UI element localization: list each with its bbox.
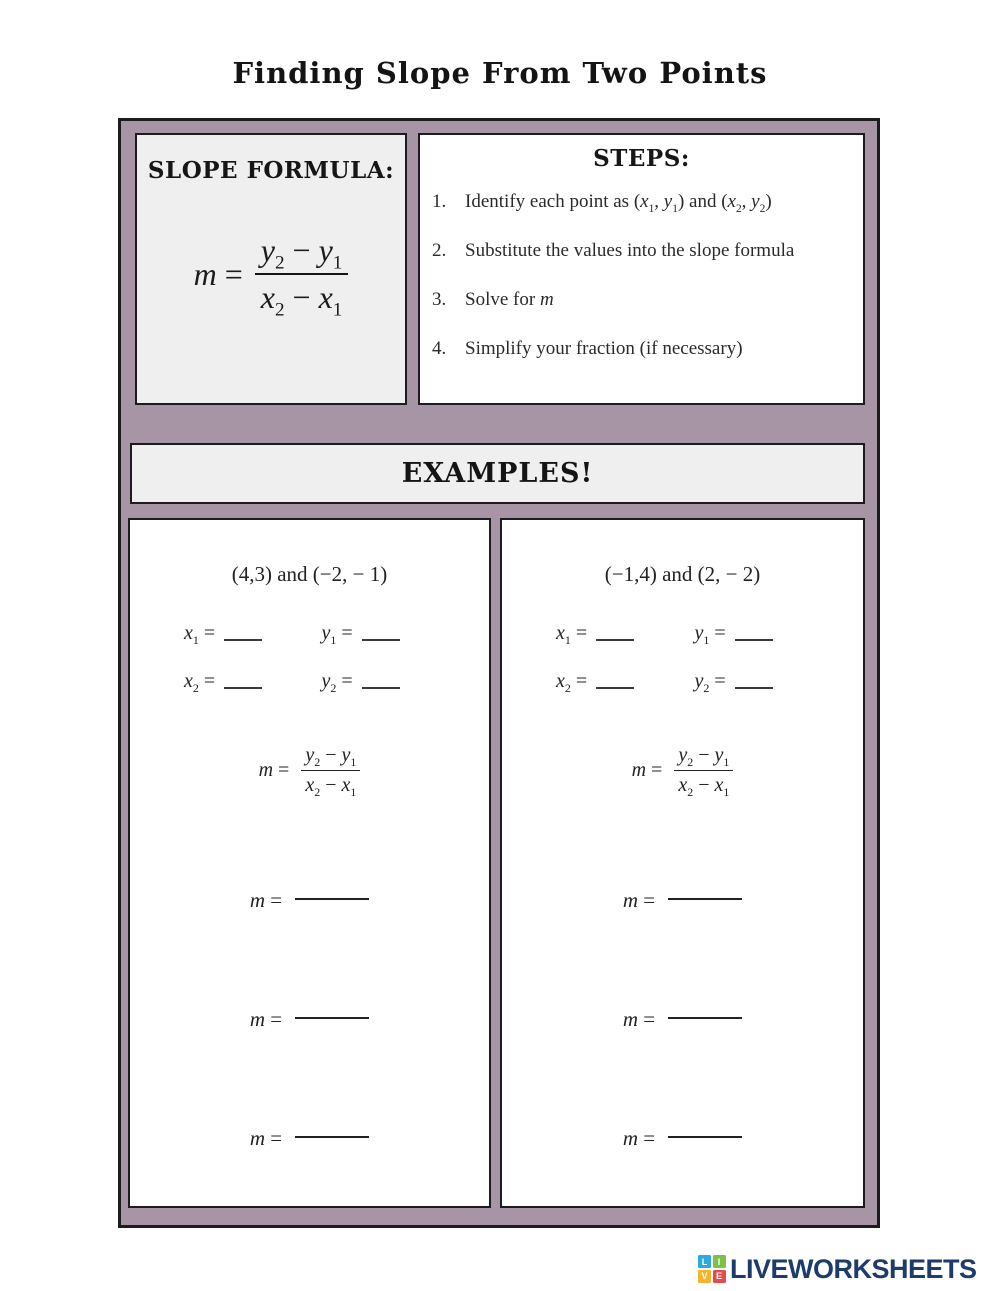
formula-numerator: $y_2 - y_1$ (255, 232, 349, 275)
example-box-2 (500, 518, 865, 1208)
example-1-formula (130, 744, 489, 797)
m-answer-line[interactable] (295, 898, 369, 900)
m-label: m = (622, 1006, 656, 1031)
var-x1 (184, 622, 322, 645)
examples-header-label: EXAMPLES! (401, 458, 594, 489)
example-1-points: (4,3) and (−2, − 1) (231, 562, 388, 586)
steps-heading: STEPS: (593, 145, 690, 172)
formula-fraction (674, 744, 733, 797)
m-answer-line[interactable] (295, 1017, 369, 1019)
m-answer-line[interactable] (668, 898, 742, 900)
var-x2-answer-blank[interactable] (596, 687, 634, 689)
answer-row (130, 1001, 489, 1037)
formula-fraction (255, 232, 349, 321)
m-answer-line[interactable] (295, 1136, 369, 1138)
formula-lhs: m = (193, 255, 243, 292)
logo-tile-v: V (698, 1270, 711, 1283)
formula-denominator: $x_2 - x_1$ (260, 279, 343, 321)
var-y1 (695, 622, 834, 645)
logo-tile-l: L (698, 1255, 711, 1268)
var-x2-label: $x_2$ = (556, 670, 588, 695)
var-x1-label: $x_1$ = (184, 622, 216, 647)
var-y1-answer-blank[interactable] (362, 639, 400, 641)
var-x2 (184, 670, 322, 693)
liveworksheets-logo (698, 1252, 977, 1286)
var-y2-label: $y_2$ = (321, 670, 353, 695)
var-x1-label: $x_1$ = (556, 622, 588, 647)
example-2-formula (502, 744, 863, 797)
step-number: 4. (432, 338, 447, 359)
var-x2-answer-blank[interactable] (224, 687, 262, 689)
slope-formula-heading: SLOPE FORMULA: (147, 157, 395, 184)
var-y1-answer-blank[interactable] (735, 639, 773, 641)
var-x2 (556, 670, 695, 693)
example-2-variables (502, 622, 863, 693)
example-box-1 (128, 518, 491, 1208)
m-label: m = (249, 1006, 283, 1031)
step-number: 1. (432, 191, 447, 212)
step-item (432, 188, 855, 215)
slope-formula-equation (137, 232, 405, 321)
var-y2 (322, 670, 460, 693)
logo-tile-e: E (713, 1270, 726, 1283)
answer-row (130, 1120, 489, 1156)
logo-tile-i: I (713, 1255, 726, 1268)
m-label: m = (249, 1125, 283, 1150)
step-text: Identify each point as ($x_1$, $y_1$) and ($x_2$, $y_2$) (465, 191, 772, 215)
answer-row (502, 882, 863, 918)
m-answer-line[interactable] (668, 1017, 742, 1019)
var-x2-label: $x_2$ = (184, 670, 216, 695)
m-answer-line[interactable] (668, 1136, 742, 1138)
step-text: Simplify your fraction (if necessary) (465, 338, 743, 359)
formula-denominator: $x_2 - x_1$ (305, 774, 357, 799)
m-label: m = (622, 1125, 656, 1150)
steps-list (420, 188, 863, 362)
step-item (432, 237, 855, 264)
steps-panel (418, 133, 865, 405)
formula-numerator: $y_2 - y_1$ (674, 744, 733, 771)
formula-denominator: $x_2 - x_1$ (678, 774, 730, 799)
step-number: 2. (432, 240, 447, 261)
formula-lhs: m = (631, 759, 663, 781)
worksheet-frame (118, 118, 880, 1228)
var-x1-answer-blank[interactable] (596, 639, 634, 641)
var-y1-label: $y_1$ = (694, 622, 726, 647)
page-title: Finding Slope From Two Points (232, 56, 768, 90)
var-y2 (695, 670, 834, 693)
step-item (432, 286, 855, 313)
examples-header (130, 443, 865, 504)
answer-row (502, 1001, 863, 1037)
var-y1-label: $y_1$ = (321, 622, 353, 647)
formula-numerator: $y_2 - y_1$ (301, 744, 360, 771)
step-text: Solve for m (465, 289, 554, 310)
m-label: m = (249, 887, 283, 912)
var-x1-answer-blank[interactable] (224, 639, 262, 641)
var-y2-answer-blank[interactable] (735, 687, 773, 689)
example-2-points: (−1,4) and (2, − 2) (604, 562, 761, 586)
step-text: Substitute the values into the slope formula (465, 240, 795, 261)
slope-formula-panel (135, 133, 407, 405)
m-label: m = (622, 887, 656, 912)
var-y1 (322, 622, 460, 645)
step-number: 3. (432, 289, 447, 310)
answer-row (502, 1120, 863, 1156)
formula-lhs: m = (258, 759, 290, 781)
liveworksheets-tiles-icon (698, 1255, 726, 1283)
var-x1 (556, 622, 695, 645)
var-y2-label: $y_2$ = (694, 670, 726, 695)
example-1-variables (130, 622, 489, 693)
var-y2-answer-blank[interactable] (362, 687, 400, 689)
answer-row (130, 882, 489, 918)
liveworksheets-wordmark: LIVEWORKSHEETS (730, 1253, 977, 1284)
formula-fraction (301, 744, 360, 797)
step-item (432, 335, 855, 362)
